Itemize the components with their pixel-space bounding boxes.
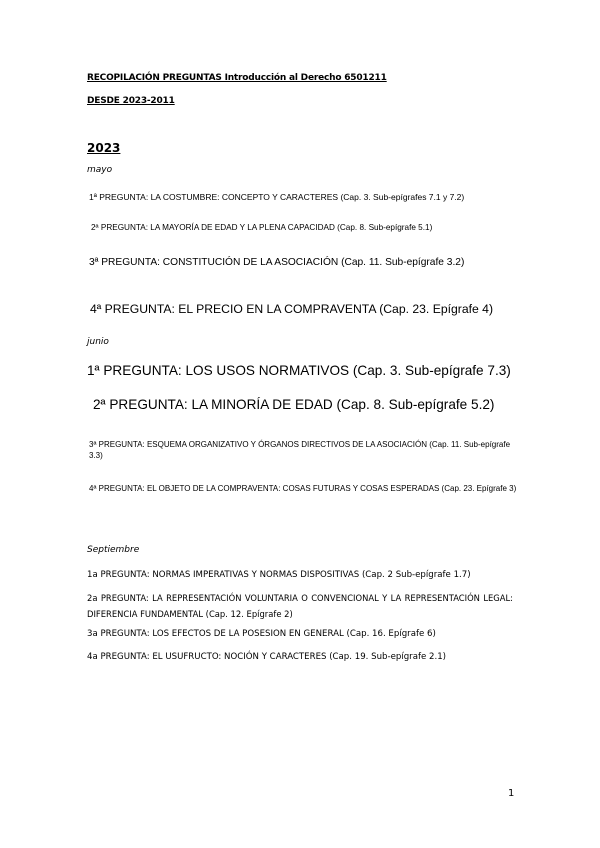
question-number: 3ª PREGUNTA: bbox=[89, 440, 147, 449]
question-number: 4ª PREGUNTA: bbox=[89, 484, 147, 493]
question-number: 1ª PREGUNTA: bbox=[87, 363, 186, 378]
question-text: NORMAS IMPERATIVAS Y NORMAS DISPOSITIVAS bbox=[152, 570, 362, 580]
question-reference: (Cap. 3. Sub-epígrafes 7.1 y 7.2) bbox=[340, 192, 465, 202]
document-title: RECOPILACIÓN PREGUNTAS Introducción al Derecho 6501211 bbox=[87, 73, 387, 83]
question-text: LA COSTUMBRE: CONCEPTO Y CARACTERES bbox=[150, 192, 341, 202]
question-item bbox=[89, 439, 521, 461]
question-number: 2ª PREGUNTA: bbox=[93, 397, 192, 412]
question-item bbox=[90, 302, 493, 316]
page-number: 1 bbox=[508, 788, 515, 799]
question-reference: (Cap. 23. Epígrafe 4) bbox=[379, 302, 493, 316]
month-label-junio: junio bbox=[87, 337, 109, 347]
question-item bbox=[89, 192, 464, 202]
question-text: LOS EFECTOS DE LA POSESION EN GENERAL bbox=[152, 629, 347, 639]
question-item bbox=[87, 590, 513, 622]
question-text: LA REPRESENTACIÓN VOLUNTARIA O CONVENCIONAL Y LA REPRESENTACIÓN LEGAL: DIFERENCIA FUNDAMENTAL bbox=[87, 593, 513, 619]
month-label-septiembre: Septiembre bbox=[87, 545, 140, 555]
question-reference: (Cap. 16. Epígrafe 6) bbox=[346, 629, 436, 639]
question-item bbox=[87, 652, 446, 662]
question-text: EL USUFRUCTO: NOCIÓN Y CARACTERES bbox=[152, 652, 330, 662]
question-reference: (Cap. 11. Sub-epígrafe 3.2) bbox=[341, 257, 465, 268]
question-reference: (Cap. 11. Sub-epígrafe 3.3) bbox=[89, 440, 511, 460]
question-number: 1a PREGUNTA: bbox=[87, 570, 153, 580]
question-item bbox=[89, 483, 521, 494]
question-reference: (Cap. 3. Sub-epígrafe 7.3) bbox=[352, 363, 511, 378]
question-text: ESQUEMA ORGANIZATIVO Y ÓRGANOS DIRECTIVOS DE LA ASOCIACIÓN bbox=[146, 440, 430, 449]
question-number: 3a PREGUNTA: bbox=[87, 629, 153, 639]
question-number: 2ª PREGUNTA: bbox=[91, 223, 151, 232]
question-text: CONSTITUCIÓN DE LA ASOCIACIÓN bbox=[162, 257, 342, 268]
question-reference: (Cap. 8. Sub-epígrafe 5.1) bbox=[337, 223, 433, 232]
question-number: 4ª PREGUNTA: bbox=[90, 302, 179, 316]
question-number: 1ª PREGUNTA: bbox=[89, 192, 151, 202]
question-text: LOS USOS NORMATIVOS bbox=[185, 363, 353, 378]
question-text: EL PRECIO EN LA COMPRAVENTA bbox=[178, 302, 380, 316]
question-number: 4a PREGUNTA: bbox=[87, 652, 153, 662]
question-item bbox=[87, 570, 471, 580]
year-heading: 2023 bbox=[87, 141, 121, 155]
question-reference: (Cap. 23. Epígrafe 3) bbox=[441, 484, 517, 493]
question-text: LA MAYORÍA DE EDAD Y LA PLENA CAPACIDAD bbox=[150, 223, 338, 232]
question-text: EL OBJETO DE LA COMPRAVENTA: COSAS FUTURAS Y COSAS ESPERADAS bbox=[146, 484, 442, 493]
question-number: 3ª PREGUNTA: bbox=[89, 257, 163, 268]
question-item bbox=[87, 363, 511, 378]
question-reference: (Cap. 2 Sub-epígrafe 1.7) bbox=[361, 570, 471, 580]
question-item bbox=[87, 629, 436, 639]
question-reference: (Cap. 19. Sub-epígrafe 2.1) bbox=[329, 652, 447, 662]
question-reference: (Cap. 12. Epígrafe 2) bbox=[205, 609, 293, 619]
question-text: LA MINORÍA DE EDAD bbox=[191, 397, 337, 412]
question-number: 2a PREGUNTA: bbox=[87, 593, 153, 603]
question-item bbox=[89, 257, 464, 268]
document-subtitle: DESDE 2023-2011 bbox=[87, 96, 175, 106]
question-reference: (Cap. 8. Sub-epígrafe 5.2) bbox=[336, 397, 495, 412]
month-label-mayo: mayo bbox=[87, 165, 113, 175]
question-item bbox=[93, 397, 494, 412]
question-item bbox=[91, 223, 432, 232]
